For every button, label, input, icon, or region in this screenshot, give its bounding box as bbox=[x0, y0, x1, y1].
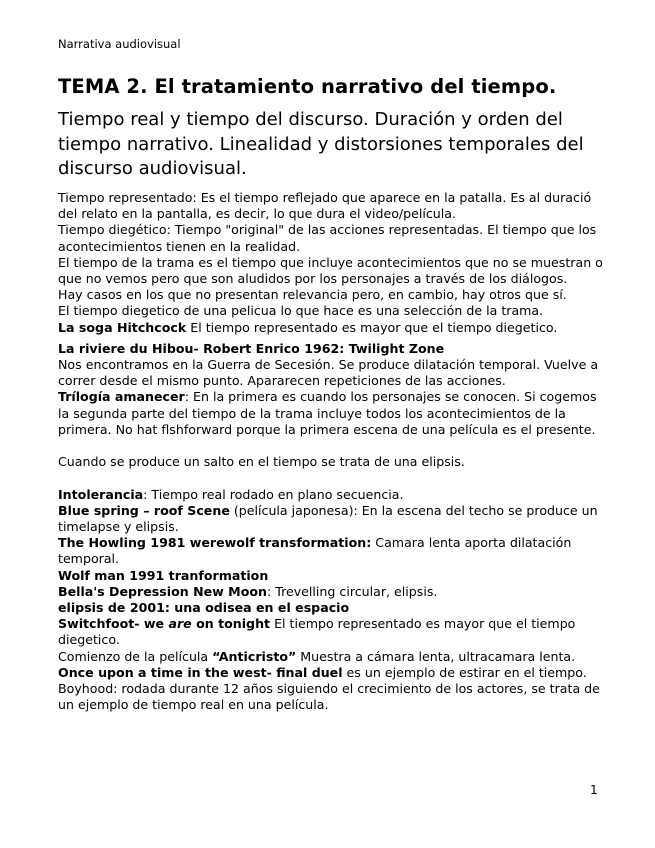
paragraph: Boyhood: rodada durante 12 años siguiendo el crecimiento de los actores, se trata de un ejemplo de tiempo real en una película. bbox=[58, 681, 600, 713]
film-title: La soga Hitchcock bbox=[58, 319, 187, 335]
paragraph: The Howling 1981 werewolf transformation: Camara lenta aporta dilatación temporal. bbox=[58, 535, 572, 567]
page-title: TEMA 2. El tratamiento narrativo del tiempo. bbox=[58, 75, 557, 98]
film-title: Bella's Depression New Moon bbox=[58, 583, 267, 599]
paragraph: Cuando se produce un salto en el tiempo se trata de una elipsis. bbox=[58, 454, 465, 470]
paragraph bbox=[58, 341, 603, 357]
film-title: Switchfoot- we are on tonight bbox=[58, 616, 271, 632]
running-header: Narrativa audiovisual bbox=[58, 37, 181, 51]
paragraph: Intolerancia: Tiempo real rodado en plano secuencia. bbox=[58, 486, 404, 502]
film-title: La riviere du Hibou- Robert Enrico 1962: Twilight Zone bbox=[58, 340, 445, 356]
paragraph: Switchfoot- we are on tonight El tiempo representado es mayor que el tiempo diegetico. bbox=[58, 616, 576, 648]
paragraph: La soga Hitchcock El tiempo representado es mayor que el tiempo diegetico. bbox=[58, 319, 558, 335]
film-title: Once upon a time in the west- final duel bbox=[58, 664, 343, 680]
paragraph: Tiempo diegético: Tiempo "original" de las acciones representadas. El tiempo que los acontecimientos tienen en la realidad. bbox=[58, 222, 597, 254]
document-body bbox=[58, 190, 603, 713]
paragraph: Once upon a time in the west- final duel es un ejemplo de estirar en el tiempo. bbox=[58, 664, 587, 680]
paragraph: Hay casos en los que no presentan relevancia pero, en cambio, hay otros que sí. bbox=[58, 287, 567, 303]
paragraph: El tiempo diegetico de una pelicua lo que hace es una selección de la trama. bbox=[58, 303, 544, 319]
film-title: Trílogía amanecer bbox=[58, 389, 185, 405]
paragraph: Blue spring – roof Scene (película japonesa): En la escena del techo se produce un timelapse y elipsis. bbox=[58, 502, 598, 535]
paragraph: Comienzo de la película “Anticristo” Muestra a cámara lenta, ultracamara lenta. bbox=[58, 648, 576, 664]
page-number: 1 bbox=[590, 783, 598, 797]
film-title: Blue spring – roof Scene bbox=[58, 502, 230, 518]
film-title: elipsis de 2001: una odisea en el espacio bbox=[58, 600, 350, 616]
paragraph: Trílogía amanecer: En la primera es cuando los personajes se conocen. Si cogemos la segunda parte del tiempo de la trama incluye todos los acontecimientos de la primera. No hat flshforward porque la primera escena de una película es el presente. bbox=[58, 389, 597, 437]
film-title: The Howling 1981 werewolf transformation: bbox=[58, 535, 372, 551]
paragraph: Tiempo representado: Es el tiempo reflejado que aparece en la patalla. Es al duració del relato en la pantalla, es decir, lo que dura el video/película. bbox=[58, 190, 592, 222]
film-title: Wolf man 1991 tranformation bbox=[58, 567, 269, 583]
paragraph: Bella's Depression New Moon: Trevelling circular, elipsis. bbox=[58, 583, 438, 599]
film-title: “Anticristo” bbox=[212, 648, 297, 664]
film-title: Intolerancia bbox=[58, 486, 144, 502]
paragraph: Nos encontramos en la Guerra de Secesión. Se produce dilatación temporal. Vuelve a correr desde el mismo punto. Apararecen repeticiones de las acciones. bbox=[58, 357, 599, 389]
paragraph bbox=[58, 568, 603, 584]
page-subtitle: Tiempo real y tiempo del discurso. Duración y orden del tiempo narrativo. Linealidad y distorsiones temporales del discurso audiovisual. bbox=[58, 109, 584, 179]
paragraph: El tiempo de la trama es el tiempo que incluye acontecimientos que no se muestran o que no vemos pero que son aludidos por los personajes a través de los diálogos. bbox=[58, 254, 603, 287]
paragraph bbox=[58, 600, 603, 616]
